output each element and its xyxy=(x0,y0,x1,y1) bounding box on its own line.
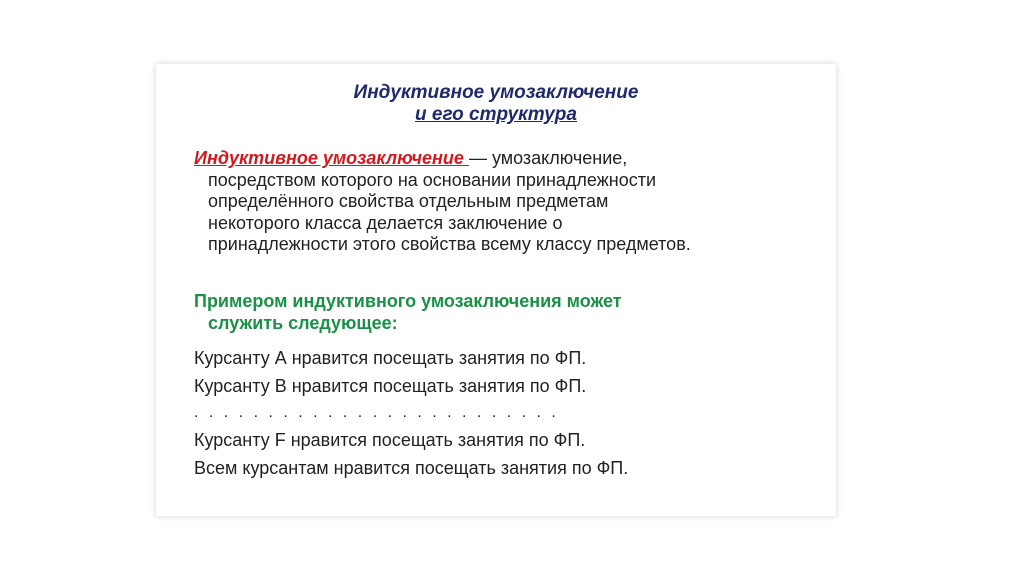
title-line-2: и его структура xyxy=(415,104,577,125)
slide-title xyxy=(156,82,836,126)
title-line-1: Индуктивное умозаключение xyxy=(353,82,639,103)
definition-line-4: некоторого класса делается заключение о xyxy=(208,212,563,233)
example-item: Курсанту В нравится посещать занятия по ФП. xyxy=(194,376,587,396)
example-list xyxy=(194,344,628,482)
definition-term: Индуктивное умозаключение xyxy=(194,148,469,168)
example-item: Курсанту F нравится посещать занятия по ФП. xyxy=(194,430,586,450)
conclusion-item: Всем курсантам нравится посещать занятия по ФП. xyxy=(194,458,629,478)
definition-line-5: принадлежности этого свойства всему классу предметов. xyxy=(208,234,691,254)
example-heading xyxy=(194,290,622,334)
definition-line-2: посредством которого на основании принадлежности xyxy=(208,169,657,190)
definition-line-1 xyxy=(194,148,824,170)
example-heading-line-1: Примером индуктивного умозаключения может xyxy=(194,291,622,311)
definition-line-1-rest: — умозаключение, xyxy=(468,148,628,168)
definition-line-3: определённого свойства отдельным предметам xyxy=(208,191,609,211)
slide xyxy=(156,64,836,516)
example-heading-line-2: служить следующее: xyxy=(208,313,398,333)
ellipsis-row: . . . . . . . . . . . . . . . . . . . . . . . . . xyxy=(194,404,559,421)
definition-paragraph xyxy=(194,148,824,256)
example-item: Курсанту А нравится посещать занятия по ФП. xyxy=(194,348,587,368)
